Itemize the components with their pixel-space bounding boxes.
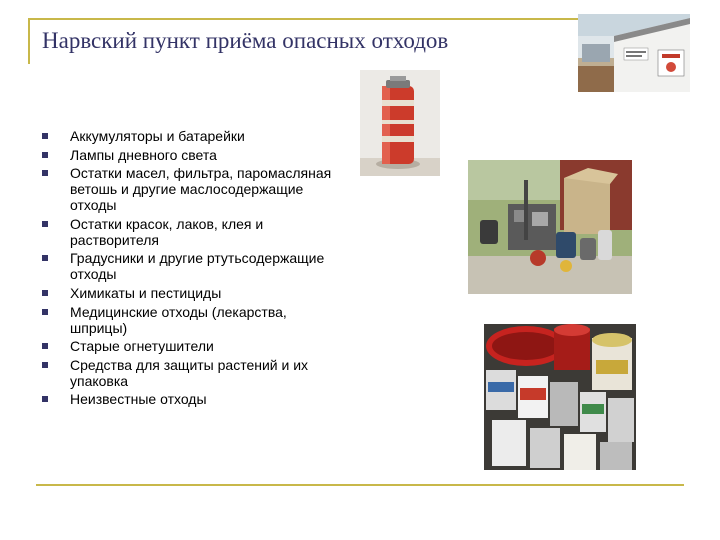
list-item (40, 250, 340, 282)
list-item (40, 357, 340, 389)
list-item-text: Остатки масел, фильтра, паромасляная ветошь и другие маслосодержащие отходы (70, 165, 332, 214)
square-bullet-icon (42, 255, 48, 261)
square-bullet-icon (42, 221, 48, 227)
list-item (40, 147, 340, 163)
list-item (40, 128, 340, 144)
square-bullet-icon (42, 362, 48, 368)
list-item-text: Остатки красок, лаков, клея и растворителя (70, 215, 264, 248)
list-item-text: Лампы дневного света (70, 146, 217, 163)
bottom-divider (36, 484, 684, 486)
square-bullet-icon (42, 343, 48, 349)
list-item (40, 391, 340, 407)
slide-title: Нарвский пункт приёма опасных отходов (42, 28, 449, 53)
square-bullet-icon (42, 170, 48, 176)
square-bullet-icon (42, 152, 48, 158)
list-item (40, 216, 340, 248)
list-item (40, 338, 340, 354)
list-item-text: Средства для защиты растений и их упаковка (70, 356, 309, 389)
list-item (40, 165, 340, 213)
waste-type-list (40, 128, 340, 410)
list-item-text: Старые огнетушители (70, 338, 214, 355)
list-item (40, 285, 340, 301)
square-bullet-icon (42, 309, 48, 315)
extinguisher-photo (360, 70, 440, 176)
square-bullet-icon (42, 133, 48, 139)
list-item-text: Медицинские отходы (лекарства, шприцы) (70, 303, 287, 336)
collection-point-photo (578, 14, 690, 92)
list-item-text: Неизвестные отходы (70, 391, 207, 408)
square-bullet-icon (42, 290, 48, 296)
paint-cans-photo (484, 324, 636, 470)
waste-pile-photo (468, 160, 632, 294)
list-item-text: Химикаты и пестициды (70, 284, 222, 301)
list-item (40, 304, 340, 336)
list-item-text: Аккумуляторы и батарейки (70, 128, 245, 144)
list-item-text: Градусники и другие ртутьсодержащие отходы (70, 250, 325, 283)
square-bullet-icon (42, 396, 48, 402)
